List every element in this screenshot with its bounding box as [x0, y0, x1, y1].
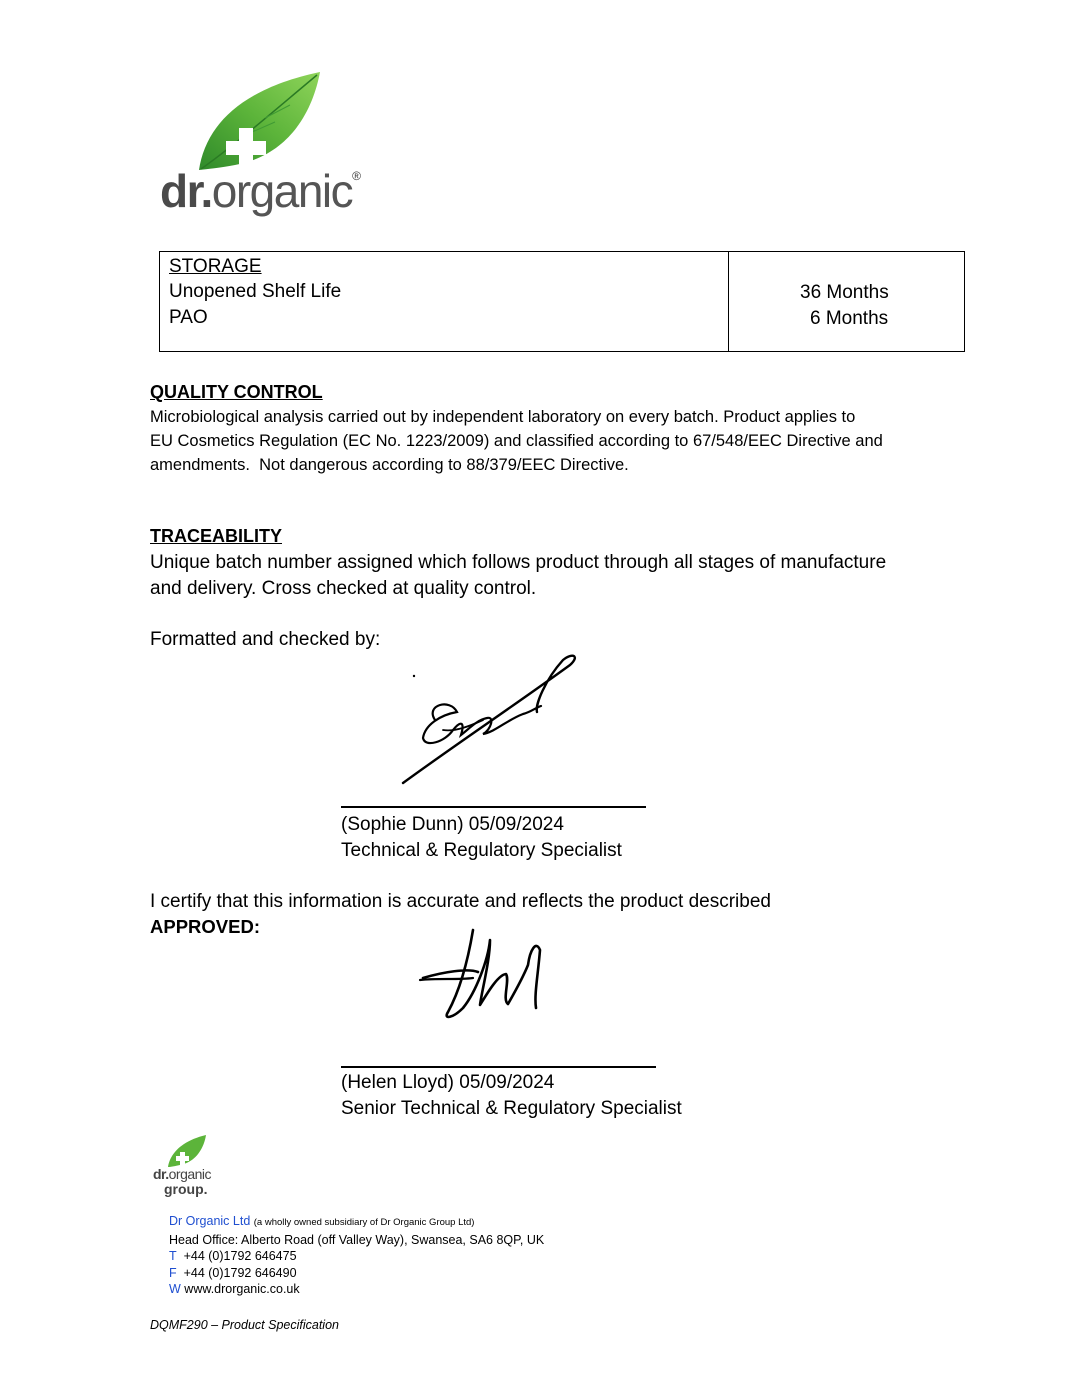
signatory-2-role: Senior Technical & Regulatory Specialist [341, 1098, 682, 1119]
quality-control-text [150, 405, 950, 477]
brand-name: organic [211, 165, 353, 217]
document-code: DQMF290 – Product Specification [150, 1318, 339, 1332]
brand-wordmark [160, 165, 361, 217]
traceability-text [150, 550, 950, 602]
storage-value-pao: 6 Months [810, 308, 889, 329]
footer-logo-wordmark [153, 1166, 211, 1182]
footer-website-link[interactable]: www.drorganic.co.uk [184, 1282, 300, 1296]
leaf-icon [166, 1134, 208, 1168]
quality-control-heading: QUALITY CONTROL [150, 382, 323, 402]
signatory-2-name-date: (Helen Lloyd) 05/09/2024 [341, 1072, 555, 1093]
footer-logo-organic: organic [168, 1166, 212, 1182]
signature-line [341, 1066, 656, 1068]
storage-table [159, 251, 965, 352]
brand-logo [160, 70, 360, 230]
fax-prefix: F [169, 1265, 177, 1280]
footer-company-name: Dr Organic Ltd [169, 1214, 251, 1228]
formatted-by-label: Formatted and checked by: [150, 629, 381, 650]
footer-fax: +44 (0)1792 646490 [183, 1265, 297, 1280]
signature-helen-lloyd [418, 920, 548, 1025]
leaf-icon [195, 70, 325, 175]
storage-label-pao: PAO [169, 307, 208, 328]
approved-label: APPROVED: [150, 916, 260, 937]
footer-company-note: (a wholly owned subsidiary of Dr Organic Group Ltd) [253, 1217, 475, 1228]
storage-heading: STORAGE [169, 256, 262, 277]
brand-dr: dr. [160, 165, 212, 217]
footer-phone: +44 (0)1792 646475 [183, 1249, 297, 1263]
signatory-1-role: Technical & Regulatory Specialist [341, 840, 622, 861]
certification-statement: I certify that this information is accurate and reflects the product described [150, 891, 771, 912]
storage-value-shelf-life: 36 Months [800, 282, 889, 303]
quality-control-line: Microbiological analysis carried out by independent laboratory on every batch. Product applies to [150, 408, 856, 426]
signature-sophie-dunn [395, 650, 595, 795]
signature-line [341, 806, 646, 808]
table-divider [728, 252, 729, 351]
footer-logo-dr: dr. [153, 1166, 169, 1182]
signatory-1-name-date: (Sophie Dunn) 05/09/2024 [341, 814, 564, 835]
traceability-line: and delivery. Cross checked at quality control. [150, 578, 537, 599]
traceability-heading: TRACEABILITY [150, 526, 282, 546]
footer-head-office: Head Office: Alberto Road (off Valley Way), Swansea, SA6 8QP, UK [169, 1232, 545, 1247]
phone-prefix: T [169, 1249, 177, 1263]
footer-address-block [169, 1213, 544, 1298]
quality-control-line: EU Cosmetics Regulation (EC No. 1223/2009) and classified according to 67/548/EEC Directive and [150, 432, 883, 450]
storage-label-shelf-life: Unopened Shelf Life [169, 281, 342, 302]
footer-group-logo [148, 1134, 238, 1204]
footer-logo-group: group. [164, 1181, 208, 1197]
web-prefix: W [169, 1282, 181, 1296]
registered-mark: ® [352, 169, 361, 183]
quality-control-line: amendments. Not dangerous according to 88/379/EEC Directive. [150, 456, 629, 474]
traceability-line: Unique batch number assigned which follows product through all stages of manufacture [150, 552, 887, 573]
